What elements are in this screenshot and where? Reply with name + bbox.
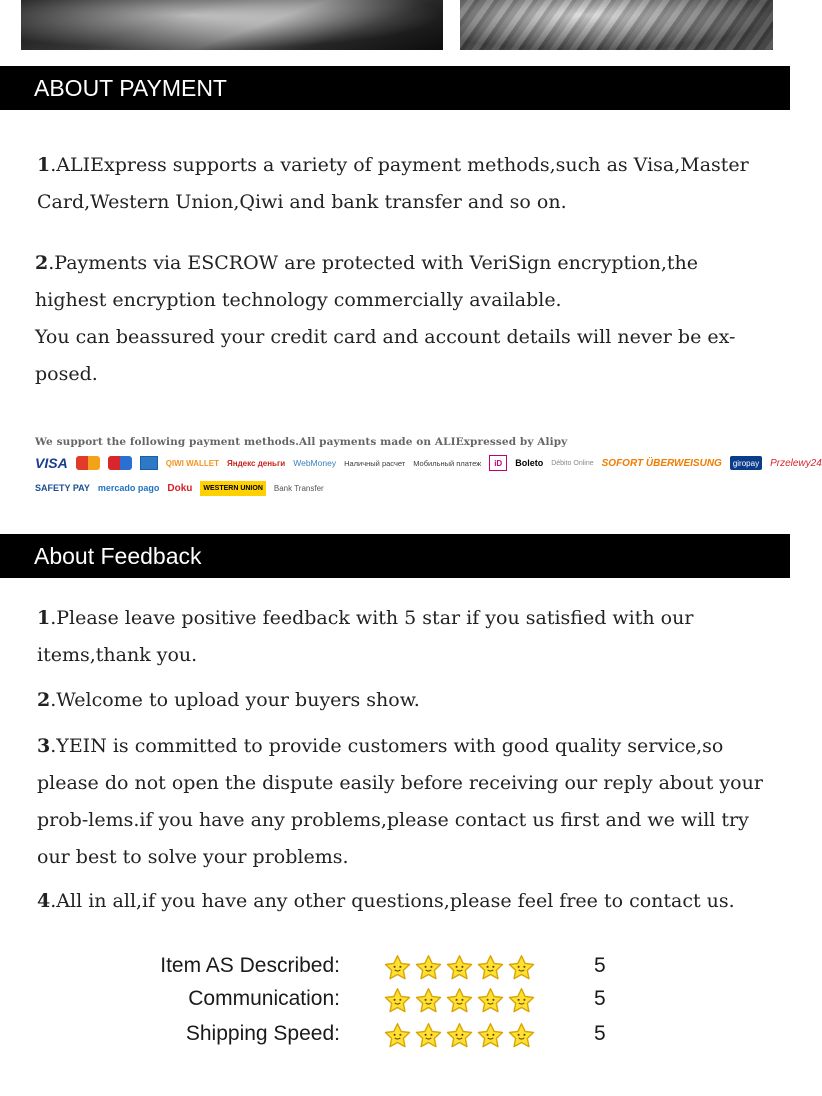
product-photo-left: [21, 0, 443, 50]
debito-online-logo: Débito Online: [551, 459, 594, 467]
star-icon: [383, 987, 412, 1015]
star-icon: [476, 1022, 505, 1050]
feedback-paragraph-4: [37, 883, 767, 920]
rating-label: Communication:: [188, 987, 340, 1010]
rating-label: Item AS Described:: [160, 954, 340, 977]
payment-logos-row-1: [35, 454, 822, 472]
star-icon: [445, 954, 474, 982]
star-icon: [414, 987, 443, 1015]
payment-section-header: ABOUT PAYMENT: [0, 66, 790, 110]
doku-logo: Doku: [167, 482, 193, 494]
giropay-logo: giropay: [730, 456, 762, 470]
star-icon: [476, 954, 505, 982]
sofort-logo: SOFORT ÜBERWEISUNG: [601, 457, 722, 469]
feedback-paragraph-2: [37, 682, 767, 719]
visa-logo: VISA: [35, 455, 68, 471]
star-icon: [507, 987, 536, 1015]
star-icon: [476, 987, 505, 1015]
mastercard-logo: [76, 456, 100, 470]
paragraph-text: .Please leave positive feedback with 5 star if you satisfied with our items,thank you.: [37, 607, 694, 666]
rating-score: 5: [594, 1022, 606, 1045]
rating-item-described: [0, 954, 790, 988]
paragraph-number: 1: [37, 154, 51, 176]
mobile-payment-logo: Мобильный платеж: [413, 458, 482, 468]
paragraph-text: .ALIExpress supports a variety of payment methods,such as Visa,Master Card,Western Union,Qiwi and bank transfer and so on.: [37, 154, 749, 213]
payment-paragraph-1: [37, 147, 767, 221]
paragraph-text-continued: You can beassured your credit card and account details will never be ex-posed.: [35, 326, 736, 385]
paragraph-number: 3: [37, 735, 51, 757]
webmoney-logo: WebMoney: [293, 458, 337, 468]
qiwi-wallet-logo: QIWI WALLET: [165, 458, 220, 468]
payment-methods-note: We support the following payment methods.All payments made on ALIExpressed by Alipy: [35, 436, 568, 448]
star-icon: [445, 987, 474, 1015]
paragraph-text: .YEIN is committed to provide customers with good quality service,so please do not open the dispute easily before receiving our reply about your prob-lems.if you have any problems,please contact us first and we will try our best to solve your problems.: [37, 735, 763, 868]
paragraph-number: 2: [37, 689, 51, 711]
star-icon: [507, 1022, 536, 1050]
rating-communication: [0, 987, 790, 1021]
przelewy24-logo: Przelewy24: [770, 457, 822, 469]
yandex-money-logo: Яндекс деньги: [227, 458, 286, 468]
paragraph-number: 1: [37, 607, 51, 629]
star-icon: [414, 1022, 443, 1050]
rating-score: 5: [594, 954, 606, 977]
rating-score: 5: [594, 987, 606, 1010]
boleto-logo: Boleto: [515, 458, 544, 468]
star-icon: [507, 954, 536, 982]
star-icon: [414, 954, 443, 982]
feedback-paragraph-3: [37, 728, 772, 876]
star-rating: [383, 954, 536, 982]
paragraph-text: .Payments via ESCROW are protected with VeriSign encryption,the highest encryption technology commercially available.: [35, 252, 699, 311]
western-union-logo: WESTERN UNION: [200, 481, 266, 496]
rating-shipping-speed: [0, 1022, 790, 1056]
payment-logos-row-2: [35, 479, 324, 497]
paragraph-number: 4: [37, 890, 51, 912]
star-rating: [383, 987, 536, 1015]
paragraph-text: .All in all,if you have any other questions,please feel free to contact us.: [50, 890, 735, 912]
paragraph-text: .Welcome to upload your buyers show.: [50, 689, 420, 711]
paragraph-number: 2: [35, 252, 49, 274]
mercado-pago-logo: mercado pago: [97, 483, 160, 493]
star-icon: [383, 1022, 412, 1050]
ideal-logo: iD: [489, 455, 507, 471]
product-photo-right: [460, 0, 773, 50]
feedback-paragraph-1: [37, 600, 767, 674]
star-icon: [383, 954, 412, 982]
star-icon: [445, 1022, 474, 1050]
feedback-section-header: About Feedback: [0, 534, 790, 578]
safetypay-logo: SAFETY PAY: [35, 483, 90, 493]
amex-logo: [140, 456, 158, 470]
rating-label: Shipping Speed:: [185, 1022, 340, 1045]
bank-transfer-logo: Bank Transfer: [273, 483, 324, 493]
star-rating: [383, 1022, 536, 1050]
cash-payment-logo: Наличный расчет: [344, 458, 406, 468]
payment-paragraph-2: [35, 245, 770, 393]
maestro-logo: [108, 456, 132, 470]
